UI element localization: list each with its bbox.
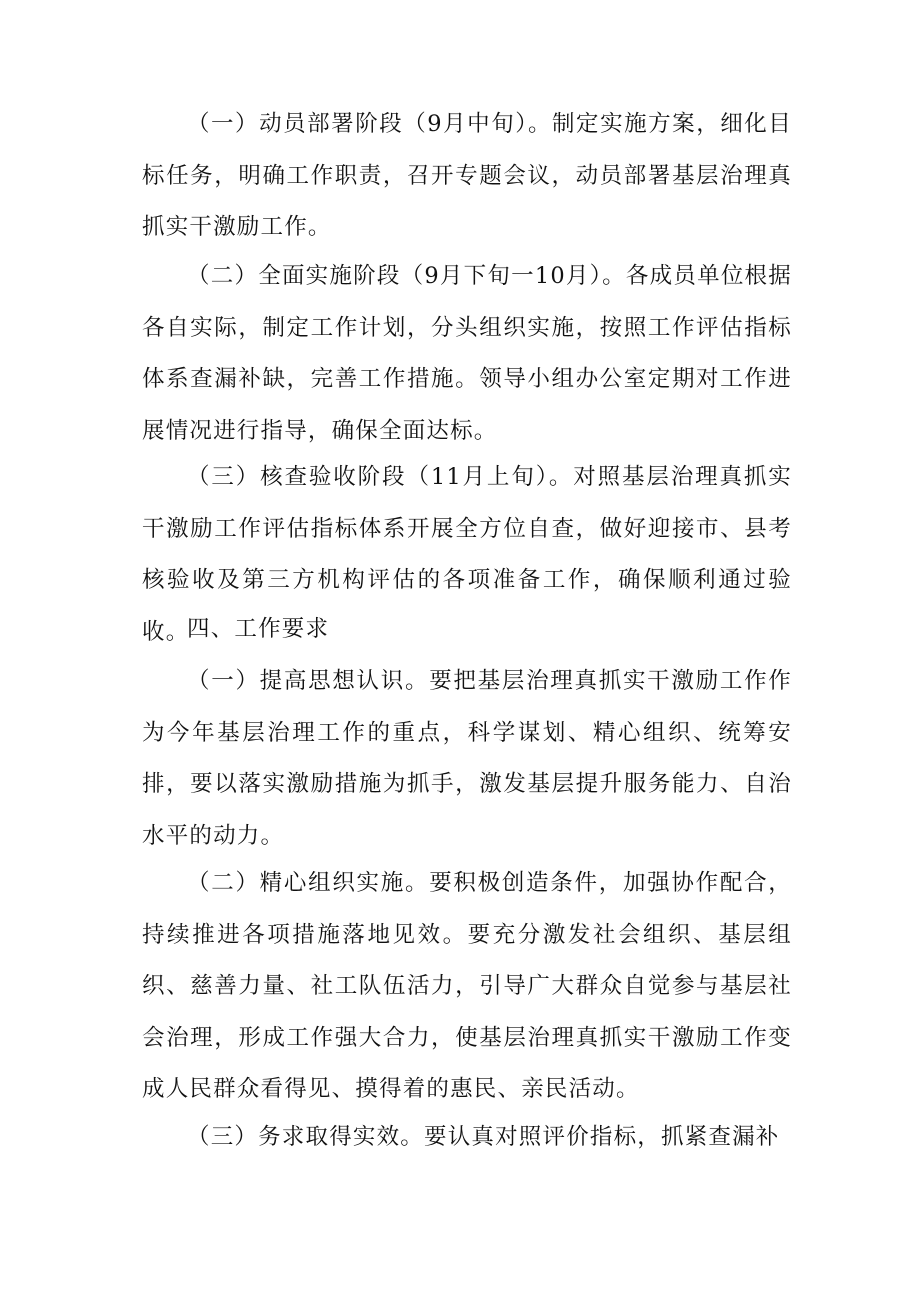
- paragraph-careful-organization: （二）精心组织实施。要积极创造条件，加强协作配合，持续推进各项措施落地见效。要充分激发社会组织、基层组织、慈善力量、社工队伍活力，引导广大群众自觉参与基层社会治理，形成工作强大合力，使基层治理真抓实干激励工作变成人民群众看得见、摸得着的惠民、亲民活动。: [142, 870, 792, 1102]
- paragraph-implementation-stage: （二）全面实施阶段（9月下旬一10月）。各成员单位根据各自实际，制定工作计划，分头组织实施，按照工作评估指标体系查漏补缺，完善工作措施。领导小组办公室定期对工作进展情况进行指导，确保全面达标。: [142, 263, 792, 444]
- section-heading-work-requirements: 四、工作要求: [187, 616, 330, 642]
- paragraph-acceptance-stage: （三）核查验收阶段（11月上旬）。对照基层治理真抓实干激励工作评估指标体系开展全方位自查，做好迎接市、县考核验收及第三方机构评估的各项准备工作，确保顺利通过验收。: [142, 464, 792, 645]
- paragraph-raise-awareness: （一）提高思想认识。要把基层治理真抓实干激励工作作为今年基层治理工作的重点，科学谋划、精心组织、统筹安排，要以落实激励措施为抓手，激发基层提升服务能力、自治水平的动力。: [142, 668, 792, 849]
- paragraph-mobilization-stage: （一）动员部署阶段（9月中旬）。制定实施方案，细化目标任务，明确工作职责，召开专题会议，动员部署基层治理真抓实干激励工作。: [142, 111, 792, 240]
- paragraph-seek-results: （三）务求取得实效。要认真对照评价指标，抓紧查漏补: [187, 1124, 780, 1150]
